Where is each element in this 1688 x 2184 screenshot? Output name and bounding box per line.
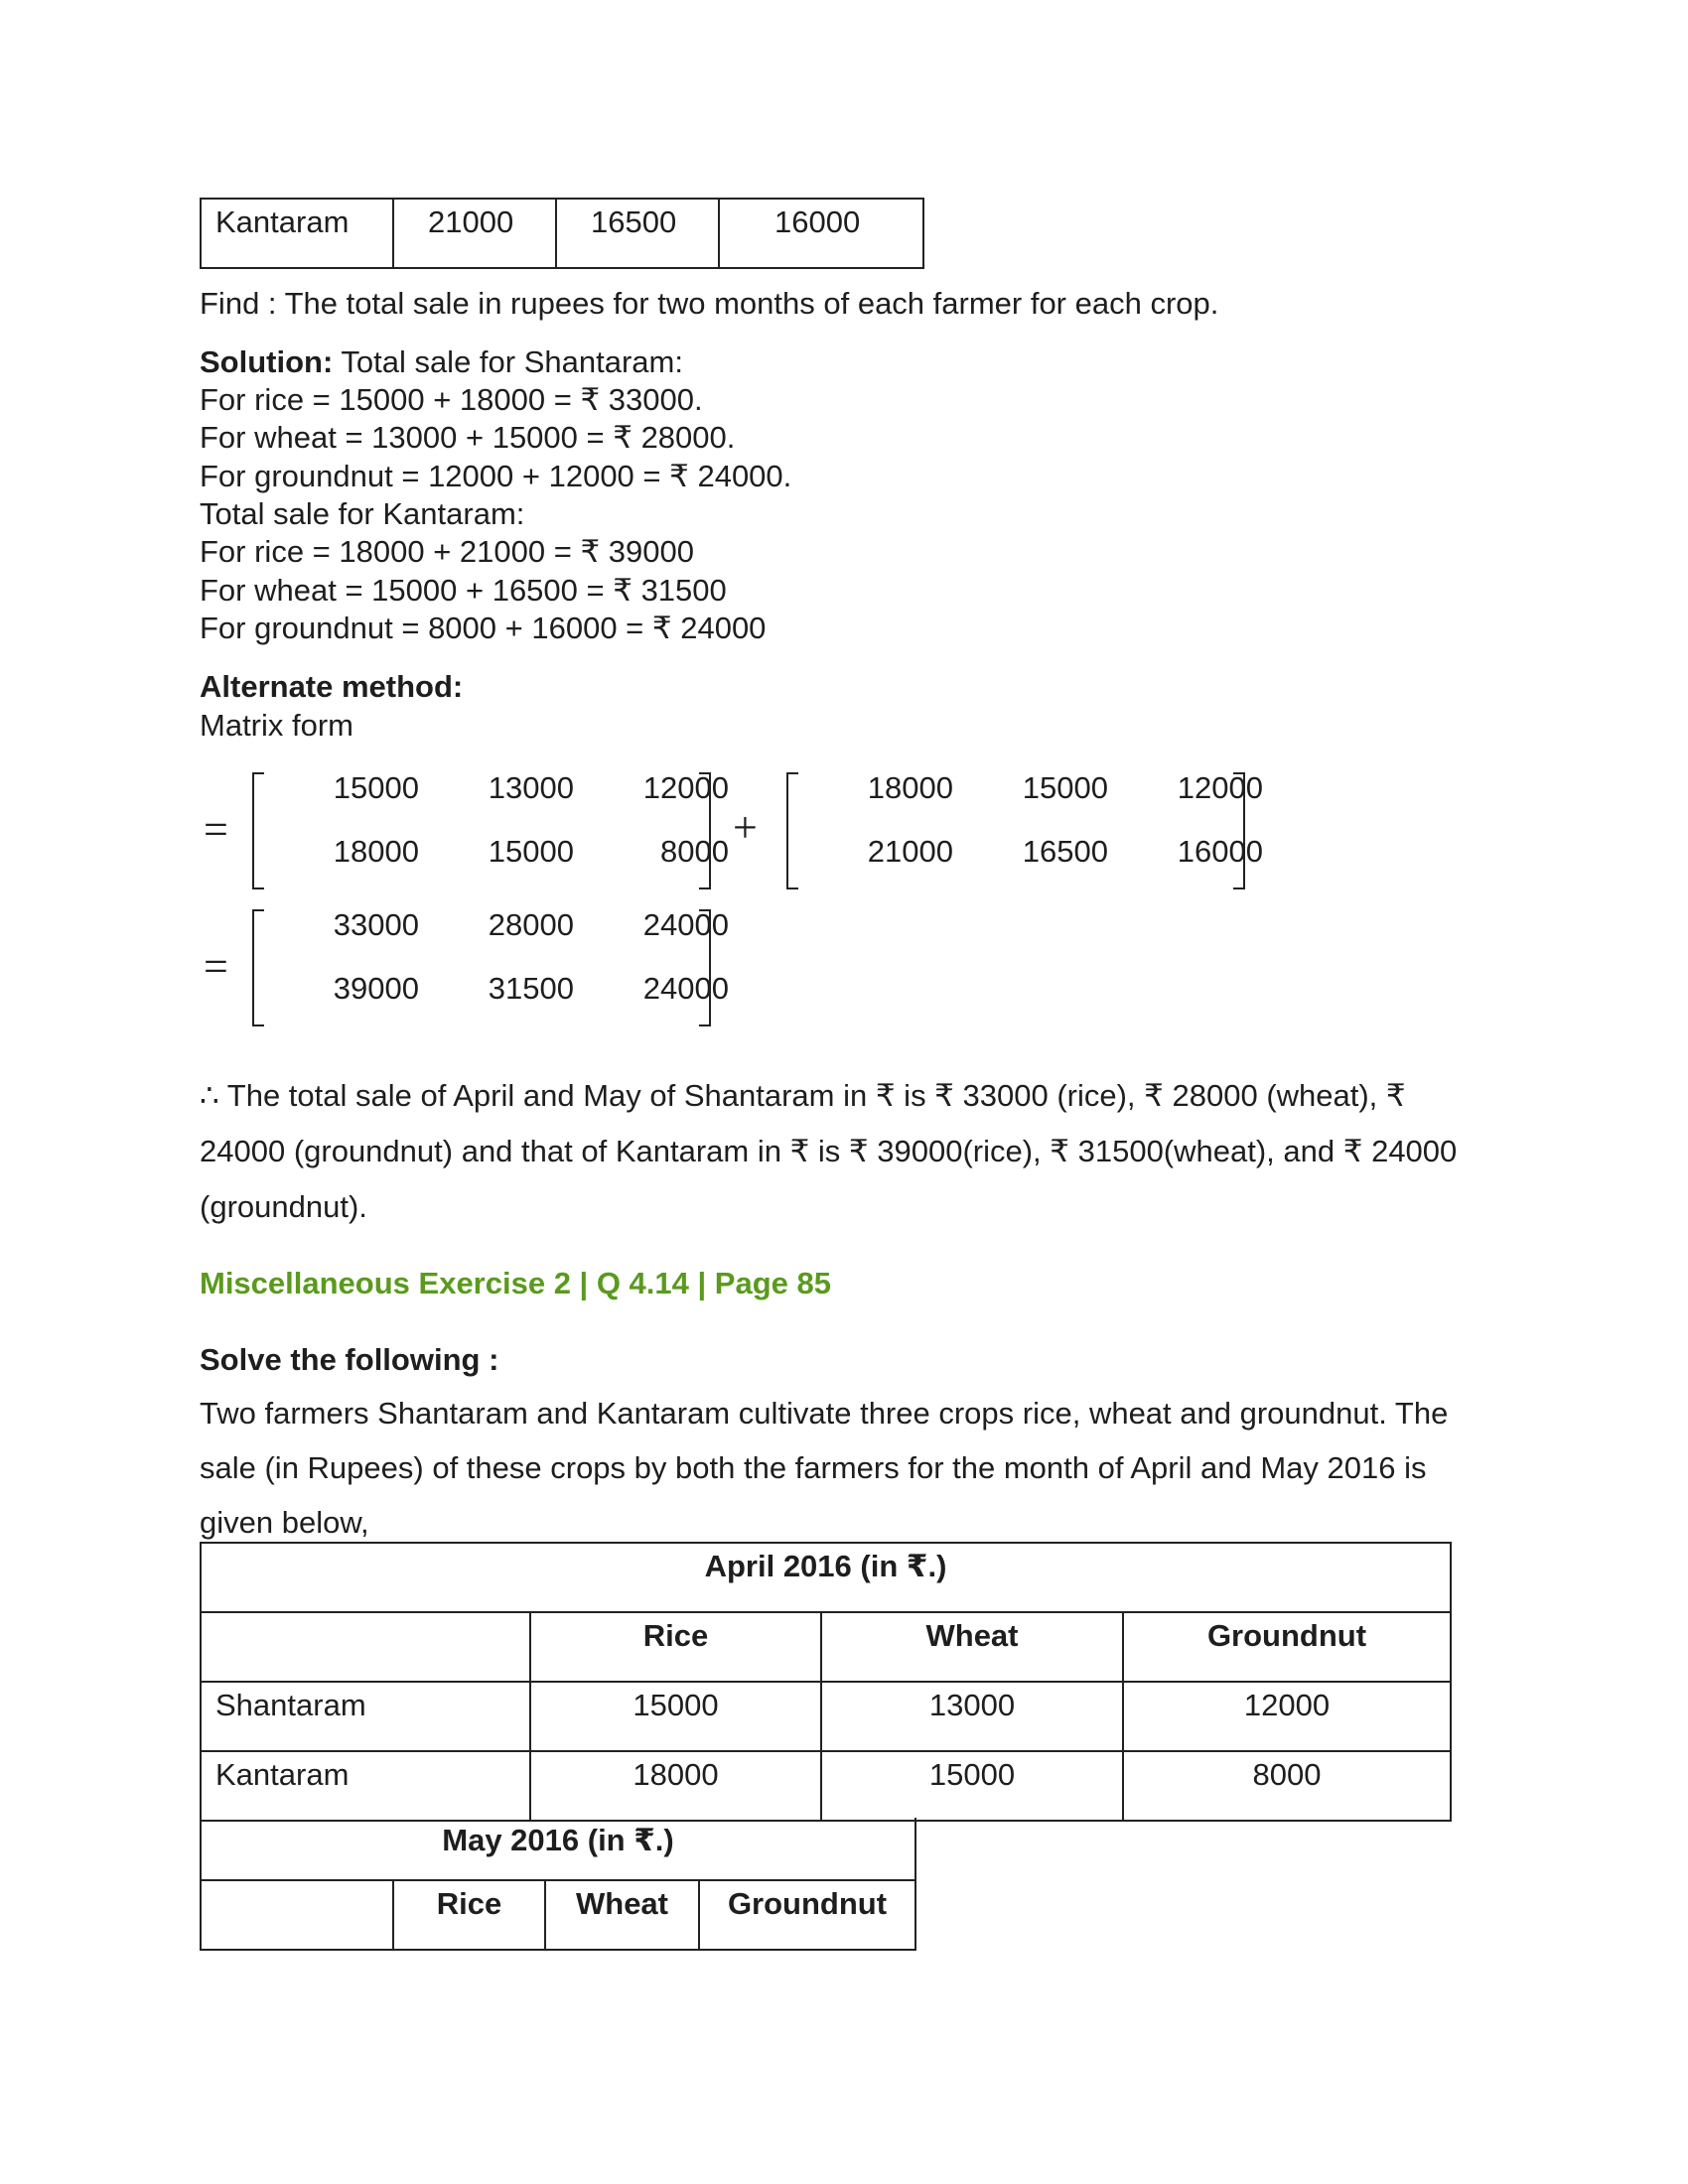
- kantaram-may-row-table: [200, 198, 924, 269]
- alternate-method-heading: Alternate method:: [200, 669, 464, 704]
- matrix-entry: 18000: [867, 770, 953, 805]
- matrix-total: [252, 907, 729, 1024]
- problem-paragraph: Two farmers Shantaram and Kantaram cultivate three crops rice, wheat and groundnut. The sale (in Rupees) of these crops by both the farmers for the month of April and May 2016 is given below,: [200, 1396, 1449, 1540]
- solution-intro: [200, 343, 683, 381]
- solution-line: For wheat = 13000 + 15000 = ₹ 28000.: [200, 420, 736, 455]
- matrix-may: [786, 770, 1263, 887]
- farmer-name-cell: Shantaram: [215, 1688, 366, 1722]
- solution-line: For groundnut = 8000 + 16000 = ₹ 24000: [200, 611, 767, 645]
- value-cell: 15000: [928, 1757, 1016, 1792]
- table-row: [201, 1751, 1451, 1821]
- solution-line: For wheat = 15000 + 16500 = ₹ 31500: [200, 573, 727, 608]
- value-cell: 15000: [633, 1688, 719, 1722]
- exercise-heading: Miscellaneous Exercise 2 | Q 4.14 | Page 85: [200, 1266, 831, 1300]
- header-cell-rice: Rice: [642, 1618, 709, 1653]
- table-row: [201, 1682, 1451, 1751]
- solution-line: Total sale for Kantaram:: [200, 496, 525, 531]
- conclusion-paragraph: ∴ The total sale of April and May of Shantaram in ₹ is ₹ 33000 (rice), ₹ 28000 (wheat), ₹ 24000 (groundnut) and that of Kantaram in ₹ is ₹ 39000(rice), ₹ 31500(wheat), and ₹ 24000 (groundnut).: [200, 1078, 1458, 1224]
- matrix-row: [798, 834, 1263, 870]
- solution-intro-text: Total sale for Shantaram:: [333, 344, 683, 379]
- matrix-entry: 39000: [333, 971, 419, 1006]
- matrix-row: [264, 907, 729, 943]
- matrix-row: [798, 770, 1263, 806]
- matrix-entry: 15000: [333, 770, 419, 805]
- table-title-row: [201, 1818, 915, 1880]
- matrix-row: [264, 770, 729, 806]
- matrix-entry: 33000: [333, 907, 419, 942]
- table-title-row: [201, 1543, 1451, 1612]
- farmer-name-cell: Kantaram: [215, 1757, 350, 1792]
- may-sales-table: [200, 1818, 916, 1951]
- solve-heading: Solve the following :: [200, 1342, 499, 1377]
- equals-sign: =: [204, 805, 228, 854]
- matrix-entry: 18000: [333, 834, 419, 869]
- matrix-entry: 12000: [1177, 770, 1263, 805]
- matrix-entry: 24000: [642, 971, 729, 1006]
- header-cell-groundnut: Groundnut: [727, 1886, 888, 1921]
- solution-line: For groundnut = 12000 + 12000 = ₹ 24000.: [200, 459, 792, 493]
- equals-sign: =: [204, 942, 228, 991]
- may-table-title: May 2016 (in ₹.): [442, 1823, 674, 1857]
- groundnut-value-cell: 16000: [774, 205, 861, 239]
- value-cell: 18000: [633, 1757, 719, 1792]
- value-cell: 13000: [928, 1688, 1016, 1722]
- matrix-entry: 12000: [642, 770, 729, 805]
- header-cell-groundnut: Groundnut: [1206, 1618, 1367, 1653]
- rice-value-cell: 21000: [428, 205, 514, 239]
- header-cell: [202, 1613, 529, 1621]
- header-cell-rice: Rice: [436, 1886, 502, 1921]
- value-cell: 8000: [1252, 1757, 1322, 1792]
- april-sales-table: [200, 1542, 1452, 1822]
- matrix-entry: 16500: [1022, 834, 1108, 869]
- header-cell: [202, 1881, 392, 1889]
- matrix-entry: 15000: [1022, 770, 1108, 805]
- wheat-value-cell: 16500: [591, 205, 677, 239]
- matrix-entry: 13000: [488, 770, 574, 805]
- matrix-entry: 24000: [642, 907, 729, 942]
- matrix-entry: 31500: [488, 971, 574, 1006]
- matrix-entry: 16000: [1177, 834, 1263, 869]
- table-header-row: [201, 1880, 915, 1950]
- matrix-entry: 8000: [660, 834, 729, 869]
- matrix-entry: 21000: [867, 834, 953, 869]
- solution-line: For rice = 15000 + 18000 = ₹ 33000.: [200, 382, 703, 417]
- matrix-row: [264, 971, 729, 1007]
- matrix-row: [264, 834, 729, 870]
- left-bracket: [252, 772, 264, 889]
- matrix-form-label: Matrix form: [200, 708, 353, 743]
- left-bracket: [252, 909, 264, 1026]
- header-cell-wheat: Wheat: [576, 1886, 668, 1921]
- matrix-entry: 28000: [488, 907, 574, 942]
- solution-line: For rice = 18000 + 21000 = ₹ 39000: [200, 534, 694, 569]
- plus-sign: +: [733, 803, 758, 852]
- april-table-title: April 2016 (in ₹.): [704, 1549, 947, 1583]
- table-header-row: [201, 1612, 1451, 1682]
- table-row: [201, 199, 923, 268]
- matrix-entry: 15000: [488, 834, 574, 869]
- header-cell-wheat: Wheat: [925, 1618, 1019, 1653]
- value-cell: 12000: [1243, 1688, 1331, 1722]
- farmer-name-cell: Kantaram: [215, 205, 350, 239]
- solution-label: Solution:: [200, 344, 334, 379]
- left-bracket: [786, 772, 798, 889]
- find-statement: Find : The total sale in rupees for two months of each farmer for each crop.: [200, 286, 1219, 321]
- matrix-april: [252, 770, 729, 887]
